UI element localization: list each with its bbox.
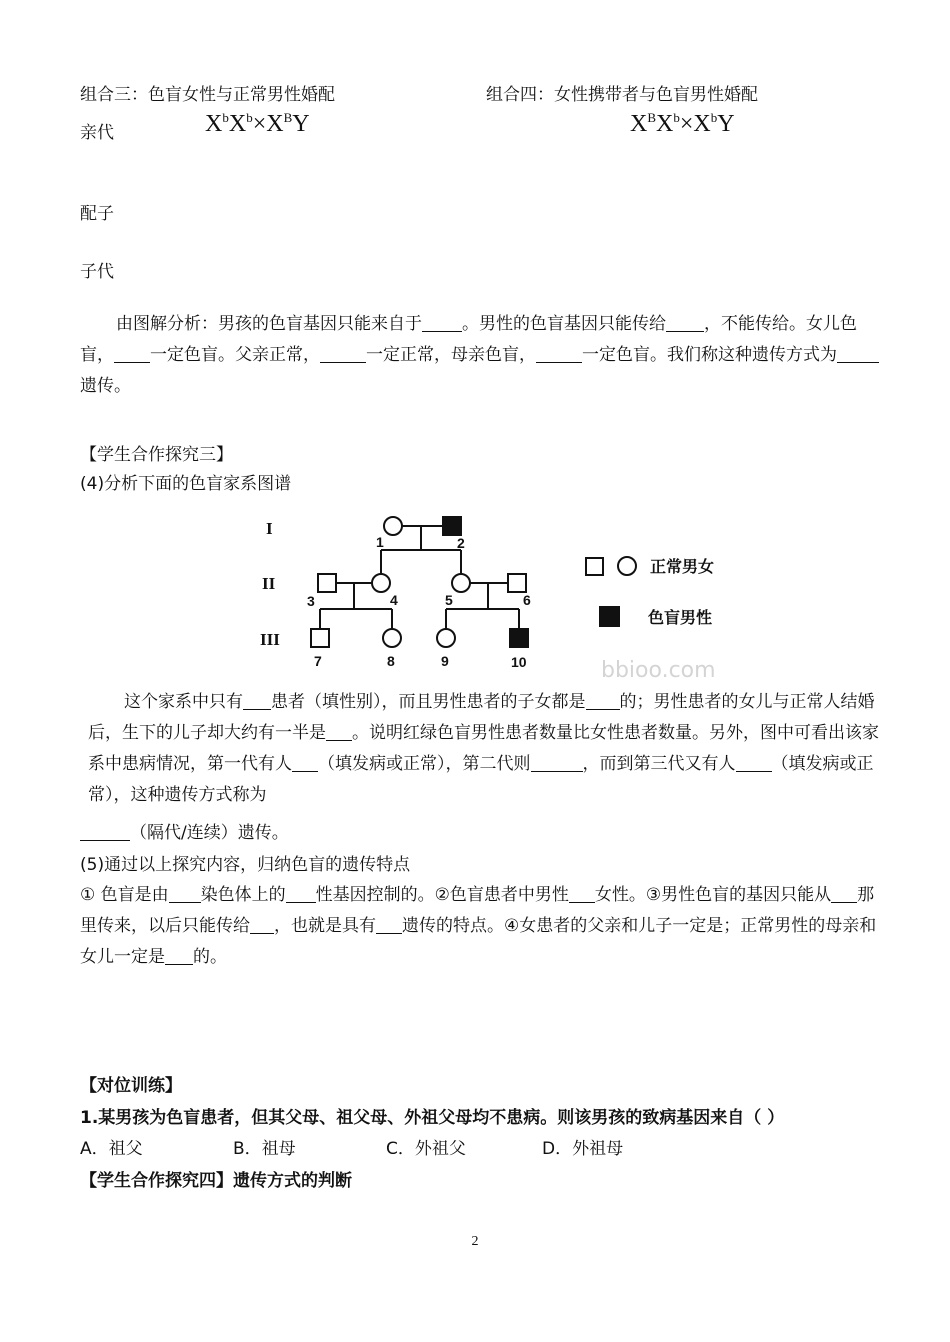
person-1	[384, 517, 402, 535]
legend-circle-icon	[618, 557, 636, 575]
discussion-end: （隔代/连续）遗传。	[80, 818, 289, 843]
q4-title: (4)分析下面的色盲家系图谱	[80, 474, 292, 494]
gen-label-1: I	[266, 519, 273, 538]
gen-label-2: II	[262, 574, 276, 593]
person-6	[508, 574, 526, 592]
num-5: 5	[445, 592, 453, 608]
combo4-cross: $X^BX^b\times X^bY$	[630, 110, 735, 137]
num-3: 3	[307, 593, 315, 609]
option-b: B．祖母	[233, 1139, 296, 1159]
num-6: 6	[523, 592, 531, 608]
person-2	[443, 517, 461, 535]
section3-title: 【学生合作探究三】	[80, 445, 233, 465]
num-4: 4	[390, 592, 398, 608]
option-c: C．外祖父	[386, 1139, 466, 1159]
option-a: A．祖父	[80, 1139, 143, 1159]
person-7	[311, 629, 329, 647]
num-7: 7	[314, 653, 322, 669]
num-1: 1	[376, 534, 384, 550]
person-5	[452, 574, 470, 592]
num-8: 8	[387, 653, 395, 669]
person-8	[383, 629, 401, 647]
legend-square-icon	[586, 558, 603, 575]
offspring-label: 子代	[80, 262, 114, 282]
legend-filled-square-icon	[600, 607, 619, 626]
person-3	[318, 574, 336, 592]
page-number: 2	[471, 1234, 479, 1249]
num-10: 10	[511, 654, 527, 670]
parent-label: 亲代	[80, 123, 114, 143]
training-q1: 1.某男孩为色盲患者，但其父母、祖父母、外祖父母均不患病。则该男孩的致病基因来自（ ）	[80, 1108, 785, 1128]
discussion-paragraph: 这个家系中只有 患者（填性别），而且男性患者的子女都是 的；男性患者的女儿与正常人结婚后，生下的儿子却大约有一半是 。说明红绿色盲男性患者数量比女性患者数量。另外，图中可看出该家系中患病情况，第一代有人 （填发病或正常），第二代则 ，而到第三代又有人 （填发病或正常），这种遗传方式称为	[88, 692, 879, 805]
num-9: 9	[441, 653, 449, 669]
watermark: bbioo.com	[601, 658, 716, 680]
gamete-label: 配子	[80, 204, 114, 224]
q5-paragraph: ① 色盲是由 染色体上的 性基因控制的。②色盲患者中男性 女性。③男性色盲的基因只能从 那里传来，以后只能传给 ，也就是具有 遗传的特点。④女患者的父亲和儿子一定是；正常男性的母亲和女儿一定是 的。	[80, 885, 877, 967]
q5-title: (5)通过以上探究内容，归纳色盲的遗传特点	[80, 855, 411, 875]
combo4-title: 组合四：女性携带者与色盲男性婚配	[486, 85, 758, 105]
gen-label-3: III	[260, 630, 280, 649]
person-4	[372, 574, 390, 592]
legend-affected-label: 色盲男性	[648, 608, 713, 627]
num-2: 2	[457, 535, 465, 551]
person-9	[437, 629, 455, 647]
combo3-title: 组合三：色盲女性与正常男性婚配	[80, 85, 335, 105]
person-10	[510, 629, 528, 647]
analysis-paragraph: 由图解分析：男孩的色盲基因只能来自于 。男性的色盲基因只能传给 ，不能传给。女儿色盲， 一定色盲。父亲正常， 一定正常，母亲色盲， 一定色盲。我们称这种遗传方式为遗传。	[80, 309, 880, 402]
legend-normal-label: 正常男女	[650, 557, 715, 576]
combo3-cross: $X^bX^b\times X^BY$	[205, 110, 310, 137]
pedigree-chart	[255, 505, 745, 680]
option-d: D．外祖母	[542, 1139, 624, 1159]
training-title: 【对位训练】	[80, 1076, 182, 1096]
section4-title: 【学生合作探究四】遗传方式的判断	[80, 1171, 352, 1191]
